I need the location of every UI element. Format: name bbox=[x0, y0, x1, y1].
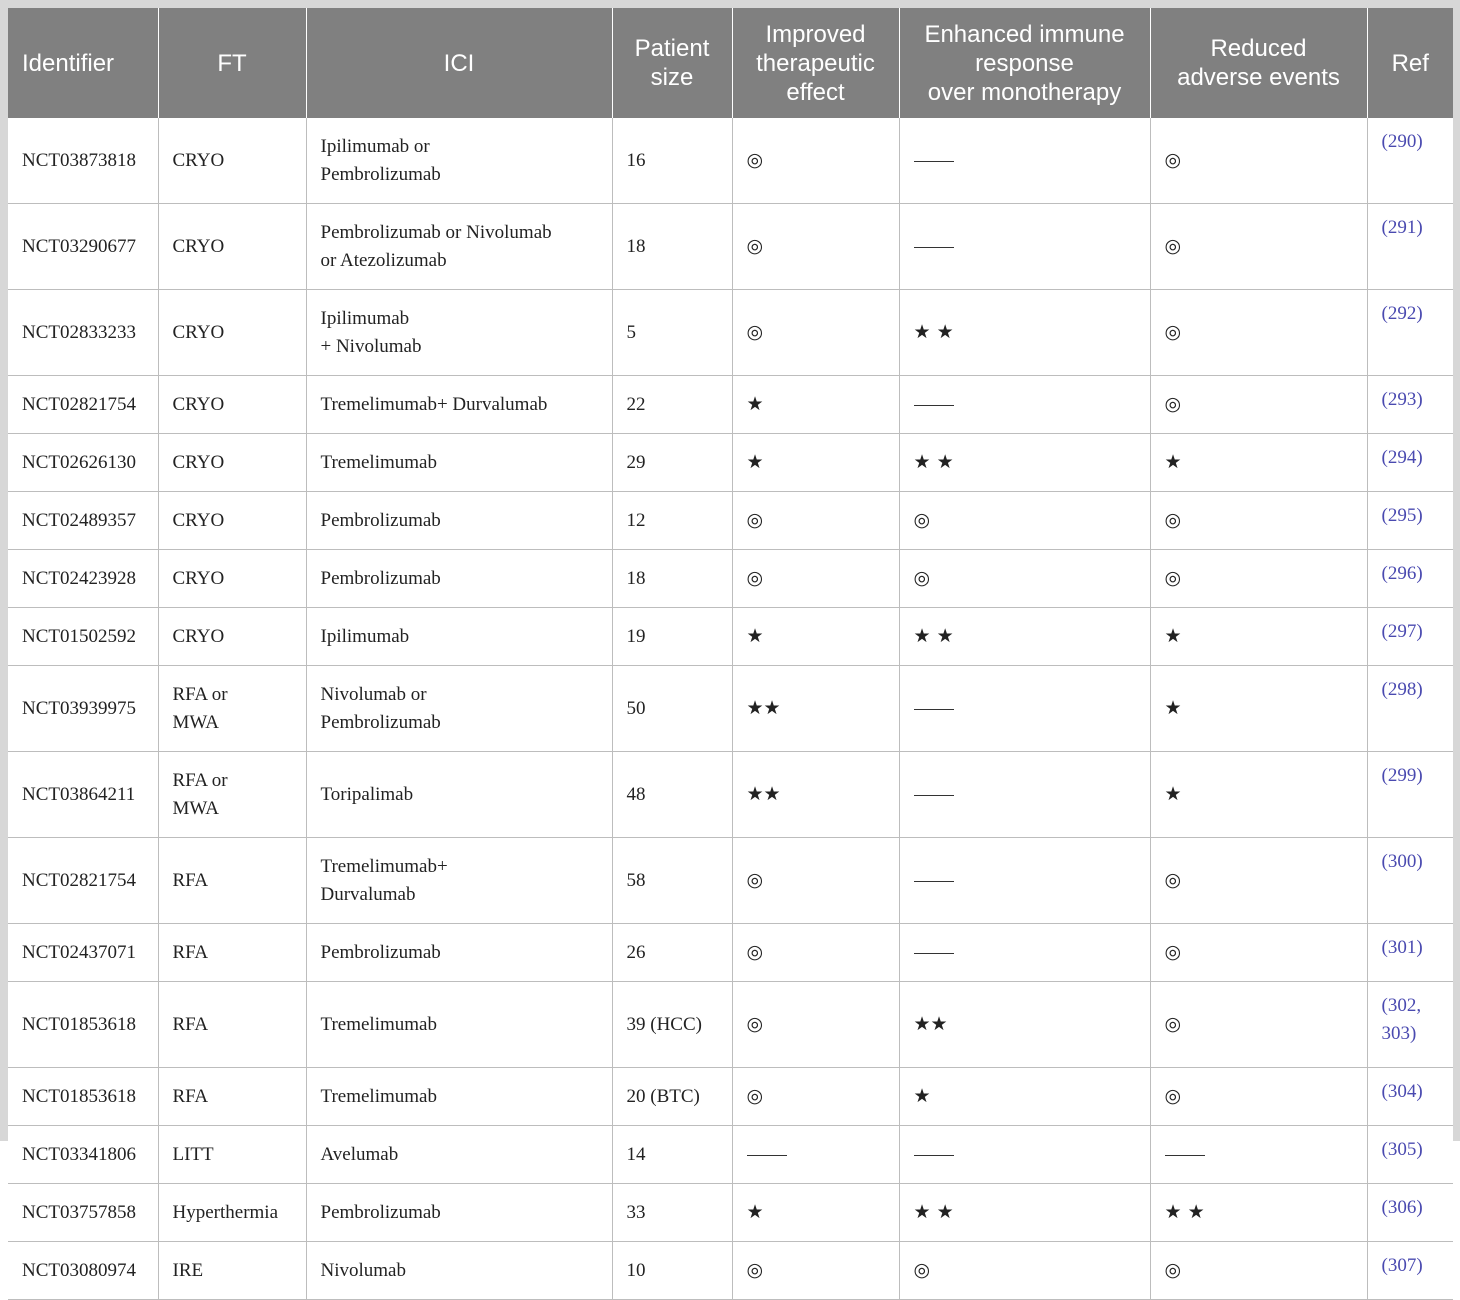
cell-enhanced bbox=[899, 1242, 1150, 1300]
table-row bbox=[8, 1184, 1453, 1242]
cell-ft bbox=[158, 434, 306, 492]
cell-line: RFA bbox=[172, 1013, 209, 1035]
ref-link[interactable]: (296) bbox=[1381, 563, 1423, 584]
header-line: effect bbox=[786, 78, 845, 106]
cell-enhanced bbox=[899, 982, 1150, 1068]
table-row bbox=[8, 924, 1453, 982]
cell-line: CRYO bbox=[172, 149, 225, 171]
cell-line: Toripalimab bbox=[320, 783, 414, 805]
cell-enhanced bbox=[899, 666, 1150, 752]
table-row bbox=[8, 1068, 1453, 1126]
star-rating: ★ bbox=[1164, 697, 1182, 719]
cell-ici bbox=[306, 982, 612, 1068]
cell-patient-size: 20 (BTC) bbox=[612, 1068, 732, 1126]
star-rating: ★ ★ bbox=[1164, 1201, 1205, 1223]
double-circle-mark: ◎ bbox=[1164, 567, 1182, 589]
cell-patient-size: 5 bbox=[612, 290, 732, 376]
cell-line: RFA bbox=[172, 1085, 209, 1107]
cell-line: + Nivolumab bbox=[320, 335, 422, 357]
cell-identifier: NCT02423928 bbox=[8, 550, 158, 608]
double-circle-mark: ◎ bbox=[746, 321, 764, 343]
ref-link[interactable]: (301) bbox=[1381, 937, 1423, 958]
cell-line: CRYO bbox=[172, 393, 225, 415]
cell-reduced bbox=[1150, 204, 1367, 290]
cell-reduced bbox=[1150, 1242, 1367, 1300]
header-identifier: Identifier bbox=[8, 8, 158, 118]
header-line: Patient bbox=[634, 35, 710, 62]
cell-ref bbox=[1367, 752, 1453, 838]
dash-mark bbox=[914, 953, 954, 954]
double-circle-mark: ◎ bbox=[1164, 393, 1182, 415]
double-circle-mark: ◎ bbox=[913, 567, 931, 589]
cell-enhanced bbox=[899, 1184, 1150, 1242]
cell-identifier: NCT03873818 bbox=[8, 118, 158, 204]
cell-ref bbox=[1367, 204, 1453, 290]
cell-ft bbox=[158, 838, 306, 924]
cell-ici bbox=[306, 550, 612, 608]
cell-line: CRYO bbox=[172, 567, 225, 589]
cell-ft bbox=[158, 1068, 306, 1126]
cell-line: Avelumab bbox=[320, 1143, 399, 1165]
cell-line: Tremelimumab bbox=[320, 1085, 437, 1107]
cell-line: RFA or bbox=[172, 683, 228, 705]
cell-ft bbox=[158, 608, 306, 666]
cell-enhanced bbox=[899, 752, 1150, 838]
cell-ft bbox=[158, 550, 306, 608]
cell-ici bbox=[306, 376, 612, 434]
cell-enhanced bbox=[899, 204, 1150, 290]
cell-line: RFA bbox=[172, 869, 209, 891]
header-enhanced-immune bbox=[899, 8, 1150, 118]
cell-ref bbox=[1367, 924, 1453, 982]
table-row bbox=[8, 492, 1453, 550]
table-row bbox=[8, 118, 1453, 204]
header-improved-effect bbox=[732, 8, 899, 118]
cell-line: Tremelimumab bbox=[320, 1013, 437, 1035]
cell-improved bbox=[732, 1126, 899, 1184]
table-row bbox=[8, 608, 1453, 666]
cell-reduced bbox=[1150, 982, 1367, 1068]
cell-patient-size: 50 bbox=[612, 666, 732, 752]
ref-link[interactable]: (302, bbox=[1381, 995, 1422, 1016]
double-circle-mark: ◎ bbox=[1164, 149, 1182, 171]
cell-identifier: NCT01853618 bbox=[8, 982, 158, 1068]
cell-ref bbox=[1367, 982, 1453, 1068]
cell-reduced bbox=[1150, 434, 1367, 492]
star-rating: ★ ★ bbox=[913, 1201, 954, 1223]
cell-line: Ipilimumab bbox=[320, 307, 410, 329]
cell-line: Pembrolizumab or Nivolumab bbox=[320, 221, 552, 243]
cell-line: RFA bbox=[172, 941, 209, 963]
double-circle-mark: ◎ bbox=[1164, 509, 1182, 531]
cell-ici bbox=[306, 1068, 612, 1126]
cell-improved bbox=[732, 290, 899, 376]
double-circle-mark: ◎ bbox=[1164, 941, 1182, 963]
ref-link[interactable]: (307) bbox=[1381, 1255, 1423, 1276]
cell-line: Pembrolizumab bbox=[320, 163, 441, 185]
cell-line: IRE bbox=[172, 1259, 204, 1281]
header-ft: FT bbox=[158, 8, 306, 118]
cell-ft bbox=[158, 1126, 306, 1184]
cell-ref bbox=[1367, 1068, 1453, 1126]
ref-link[interactable]: 303) bbox=[1381, 1023, 1417, 1044]
table-row bbox=[8, 204, 1453, 290]
cell-line: Tremelimumab+ bbox=[320, 855, 448, 877]
star-rating: ★ bbox=[1164, 783, 1182, 805]
cell-ref bbox=[1367, 118, 1453, 204]
cell-line: CRYO bbox=[172, 451, 225, 473]
cell-line: Tremelimumab+ Durvalumab bbox=[320, 393, 548, 415]
cell-identifier: NCT01853618 bbox=[8, 1068, 158, 1126]
ref-link[interactable]: (305) bbox=[1381, 1139, 1423, 1160]
cell-line: Pembrolizumab bbox=[320, 567, 441, 589]
table-row bbox=[8, 550, 1453, 608]
cell-ft bbox=[158, 982, 306, 1068]
ref-link[interactable]: (295) bbox=[1381, 505, 1423, 526]
header-line: Improved bbox=[765, 20, 866, 48]
cell-ici bbox=[306, 434, 612, 492]
cell-patient-size: 18 bbox=[612, 550, 732, 608]
header-line: over monotherapy bbox=[927, 78, 1122, 106]
cell-improved bbox=[732, 492, 899, 550]
star-rating: ★★ bbox=[746, 697, 781, 719]
cell-identifier: NCT01502592 bbox=[8, 608, 158, 666]
dash-mark bbox=[914, 405, 954, 406]
cell-enhanced bbox=[899, 434, 1150, 492]
cell-ref bbox=[1367, 838, 1453, 924]
cell-reduced bbox=[1150, 666, 1367, 752]
cell-improved bbox=[732, 838, 899, 924]
cell-ref bbox=[1367, 550, 1453, 608]
cell-improved bbox=[732, 1068, 899, 1126]
star-rating: ★ bbox=[746, 1201, 764, 1223]
cell-line: CRYO bbox=[172, 509, 225, 531]
double-circle-mark: ◎ bbox=[746, 235, 764, 257]
cell-ref bbox=[1367, 608, 1453, 666]
cell-ref bbox=[1367, 376, 1453, 434]
cell-reduced bbox=[1150, 1068, 1367, 1126]
cell-line: MWA bbox=[172, 797, 219, 819]
ref-link[interactable]: (292) bbox=[1381, 303, 1423, 324]
cell-identifier: NCT03290677 bbox=[8, 204, 158, 290]
cell-reduced bbox=[1150, 290, 1367, 376]
cell-ici bbox=[306, 118, 612, 204]
cell-ref bbox=[1367, 1242, 1453, 1300]
double-circle-mark: ◎ bbox=[1164, 235, 1182, 257]
double-circle-mark: ◎ bbox=[746, 1085, 764, 1107]
header-line: size bbox=[650, 64, 694, 91]
cell-reduced bbox=[1150, 608, 1367, 666]
header-line: therapeutic bbox=[756, 49, 875, 77]
table-header bbox=[8, 8, 1453, 118]
cell-identifier: NCT02489357 bbox=[8, 492, 158, 550]
header-reduced-adverse bbox=[1150, 8, 1367, 118]
double-circle-mark: ◎ bbox=[746, 869, 764, 891]
star-rating: ★ bbox=[746, 393, 764, 415]
cell-ici bbox=[306, 1126, 612, 1184]
cell-identifier: NCT03864211 bbox=[8, 752, 158, 838]
cell-improved bbox=[732, 118, 899, 204]
cell-ref bbox=[1367, 492, 1453, 550]
star-rating: ★ ★ bbox=[913, 321, 954, 343]
double-circle-mark: ◎ bbox=[913, 509, 931, 531]
cell-ft bbox=[158, 752, 306, 838]
cell-reduced bbox=[1150, 1126, 1367, 1184]
double-circle-mark: ◎ bbox=[1164, 1259, 1182, 1281]
cell-patient-size: 33 bbox=[612, 1184, 732, 1242]
star-rating: ★ ★ bbox=[913, 625, 954, 647]
cell-line: MWA bbox=[172, 711, 219, 733]
cell-enhanced bbox=[899, 492, 1150, 550]
cell-enhanced bbox=[899, 550, 1150, 608]
cell-ici bbox=[306, 1242, 612, 1300]
star-rating: ★ bbox=[746, 625, 764, 647]
cell-ici bbox=[306, 204, 612, 290]
cell-ft bbox=[158, 666, 306, 752]
cell-patient-size: 39 (HCC) bbox=[612, 982, 732, 1068]
table-row bbox=[8, 376, 1453, 434]
cell-line: Ipilimumab bbox=[320, 625, 410, 647]
dash-mark bbox=[914, 247, 954, 248]
cell-enhanced bbox=[899, 838, 1150, 924]
star-rating: ★★ bbox=[913, 1013, 948, 1035]
dash-mark bbox=[914, 709, 954, 710]
cell-patient-size: 10 bbox=[612, 1242, 732, 1300]
star-rating: ★ bbox=[913, 1085, 931, 1107]
cell-line: Tremelimumab bbox=[320, 451, 437, 473]
header-patient-size bbox=[612, 8, 732, 118]
cell-enhanced bbox=[899, 1126, 1150, 1184]
cell-ref bbox=[1367, 434, 1453, 492]
cell-identifier: NCT02833233 bbox=[8, 290, 158, 376]
header-line: response bbox=[975, 49, 1074, 77]
cell-reduced bbox=[1150, 752, 1367, 838]
double-circle-mark: ◎ bbox=[746, 509, 764, 531]
double-circle-mark: ◎ bbox=[746, 567, 764, 589]
cell-identifier: NCT03341806 bbox=[8, 1126, 158, 1184]
cell-ici bbox=[306, 924, 612, 982]
dash-mark bbox=[914, 1155, 954, 1156]
cell-enhanced bbox=[899, 290, 1150, 376]
double-circle-mark: ◎ bbox=[1164, 321, 1182, 343]
ref-link[interactable]: (290) bbox=[1381, 131, 1423, 152]
table-row bbox=[8, 752, 1453, 838]
ref-link[interactable]: (291) bbox=[1381, 217, 1423, 238]
table-row bbox=[8, 434, 1453, 492]
cell-enhanced bbox=[899, 1068, 1150, 1126]
ref-link[interactable]: (299) bbox=[1381, 765, 1423, 786]
cell-line: Ipilimumab or bbox=[320, 135, 430, 157]
table-row bbox=[8, 1242, 1453, 1300]
double-circle-mark: ◎ bbox=[746, 1259, 764, 1281]
cell-reduced bbox=[1150, 924, 1367, 982]
cell-line: RFA or bbox=[172, 769, 228, 791]
table-row bbox=[8, 666, 1453, 752]
ref-link[interactable]: (306) bbox=[1381, 1197, 1423, 1218]
cell-improved bbox=[732, 550, 899, 608]
table-body bbox=[8, 118, 1453, 1300]
cell-improved bbox=[732, 924, 899, 982]
cell-ici bbox=[306, 492, 612, 550]
trials-table bbox=[8, 8, 1453, 1300]
cell-enhanced bbox=[899, 376, 1150, 434]
cell-patient-size: 22 bbox=[612, 376, 732, 434]
cell-patient-size: 48 bbox=[612, 752, 732, 838]
cell-line: Hyperthermia bbox=[172, 1201, 279, 1223]
double-circle-mark: ◎ bbox=[746, 149, 764, 171]
cell-ref bbox=[1367, 1126, 1453, 1184]
cell-ici bbox=[306, 290, 612, 376]
cell-ft bbox=[158, 376, 306, 434]
cell-patient-size: 18 bbox=[612, 204, 732, 290]
cell-ft bbox=[158, 924, 306, 982]
star-rating: ★ bbox=[1164, 625, 1182, 647]
cell-line: Nivolumab or bbox=[320, 683, 427, 705]
table-row bbox=[8, 1126, 1453, 1184]
header-ref: Ref bbox=[1367, 8, 1453, 118]
cell-improved bbox=[732, 752, 899, 838]
double-circle-mark: ◎ bbox=[913, 1259, 931, 1281]
dash-mark bbox=[914, 161, 954, 162]
cell-enhanced bbox=[899, 608, 1150, 666]
cell-reduced bbox=[1150, 1184, 1367, 1242]
cell-identifier: NCT02821754 bbox=[8, 838, 158, 924]
cell-ici bbox=[306, 608, 612, 666]
cell-ft bbox=[158, 204, 306, 290]
cell-reduced bbox=[1150, 838, 1367, 924]
dash-mark bbox=[1165, 1155, 1205, 1156]
double-circle-mark: ◎ bbox=[1164, 1085, 1182, 1107]
cell-enhanced bbox=[899, 118, 1150, 204]
cell-reduced bbox=[1150, 376, 1367, 434]
header-row bbox=[8, 8, 1453, 118]
table-row bbox=[8, 982, 1453, 1068]
ref-link[interactable]: (297) bbox=[1381, 621, 1423, 642]
cell-identifier: NCT02437071 bbox=[8, 924, 158, 982]
cell-line: LITT bbox=[172, 1143, 214, 1165]
table-row bbox=[8, 838, 1453, 924]
ref-link[interactable]: (298) bbox=[1381, 679, 1423, 700]
double-circle-mark: ◎ bbox=[746, 1013, 764, 1035]
cell-ref bbox=[1367, 666, 1453, 752]
cell-patient-size: 16 bbox=[612, 118, 732, 204]
cell-line: Pembrolizumab bbox=[320, 941, 441, 963]
cell-ft bbox=[158, 118, 306, 204]
cell-patient-size: 29 bbox=[612, 434, 732, 492]
double-circle-mark: ◎ bbox=[746, 941, 764, 963]
cell-reduced bbox=[1150, 118, 1367, 204]
header-line: Enhanced immune bbox=[924, 20, 1125, 48]
cell-patient-size: 26 bbox=[612, 924, 732, 982]
cell-improved bbox=[732, 608, 899, 666]
cell-identifier: NCT03080974 bbox=[8, 1242, 158, 1300]
cell-patient-size: 58 bbox=[612, 838, 732, 924]
dash-mark bbox=[914, 881, 954, 882]
cell-ici bbox=[306, 666, 612, 752]
cell-identifier: NCT03939975 bbox=[8, 666, 158, 752]
cell-reduced bbox=[1150, 492, 1367, 550]
ref-link[interactable]: (300) bbox=[1381, 851, 1423, 872]
double-circle-mark: ◎ bbox=[1164, 1013, 1182, 1035]
cell-patient-size: 14 bbox=[612, 1126, 732, 1184]
cell-ft bbox=[158, 1242, 306, 1300]
double-circle-mark: ◎ bbox=[1164, 869, 1182, 891]
cell-line: Pembrolizumab bbox=[320, 1201, 441, 1223]
cell-line: Durvalumab bbox=[320, 883, 416, 905]
dash-mark bbox=[914, 795, 954, 796]
cell-identifier: NCT02821754 bbox=[8, 376, 158, 434]
cell-line: CRYO bbox=[172, 235, 225, 257]
cell-ref bbox=[1367, 1184, 1453, 1242]
ref-link[interactable]: (294) bbox=[1381, 447, 1423, 468]
star-rating: ★★ bbox=[746, 783, 781, 805]
star-rating: ★ bbox=[746, 451, 764, 473]
cell-improved bbox=[732, 666, 899, 752]
star-rating: ★ ★ bbox=[913, 451, 954, 473]
cell-ici bbox=[306, 838, 612, 924]
cell-ref bbox=[1367, 290, 1453, 376]
cell-line: CRYO bbox=[172, 321, 225, 343]
table-row bbox=[8, 290, 1453, 376]
cell-line: or Atezolizumab bbox=[320, 249, 447, 271]
header-ici: ICI bbox=[306, 8, 612, 118]
cell-line: CRYO bbox=[172, 625, 225, 647]
cell-identifier: NCT03757858 bbox=[8, 1184, 158, 1242]
ref-link[interactable]: (304) bbox=[1381, 1081, 1423, 1102]
star-rating: ★ bbox=[1164, 451, 1182, 473]
header-line: Reduced bbox=[1210, 35, 1307, 62]
cell-ft bbox=[158, 492, 306, 550]
header-line: adverse events bbox=[1177, 64, 1340, 91]
cell-enhanced bbox=[899, 924, 1150, 982]
cell-line: Pembrolizumab bbox=[320, 509, 441, 531]
cell-line: Pembrolizumab bbox=[320, 711, 441, 733]
cell-reduced bbox=[1150, 550, 1367, 608]
cell-improved bbox=[732, 1242, 899, 1300]
cell-ft bbox=[158, 290, 306, 376]
cell-ici bbox=[306, 752, 612, 838]
cell-ici bbox=[306, 1184, 612, 1242]
cell-identifier: NCT02626130 bbox=[8, 434, 158, 492]
cell-improved bbox=[732, 982, 899, 1068]
dash-mark bbox=[747, 1155, 787, 1156]
cell-patient-size: 19 bbox=[612, 608, 732, 666]
cell-improved bbox=[732, 204, 899, 290]
ref-link[interactable]: (293) bbox=[1381, 389, 1423, 410]
cell-line: Nivolumab bbox=[320, 1259, 406, 1281]
cell-improved bbox=[732, 376, 899, 434]
cell-patient-size: 12 bbox=[612, 492, 732, 550]
cell-improved bbox=[732, 434, 899, 492]
cell-ft bbox=[158, 1184, 306, 1242]
cell-improved bbox=[732, 1184, 899, 1242]
